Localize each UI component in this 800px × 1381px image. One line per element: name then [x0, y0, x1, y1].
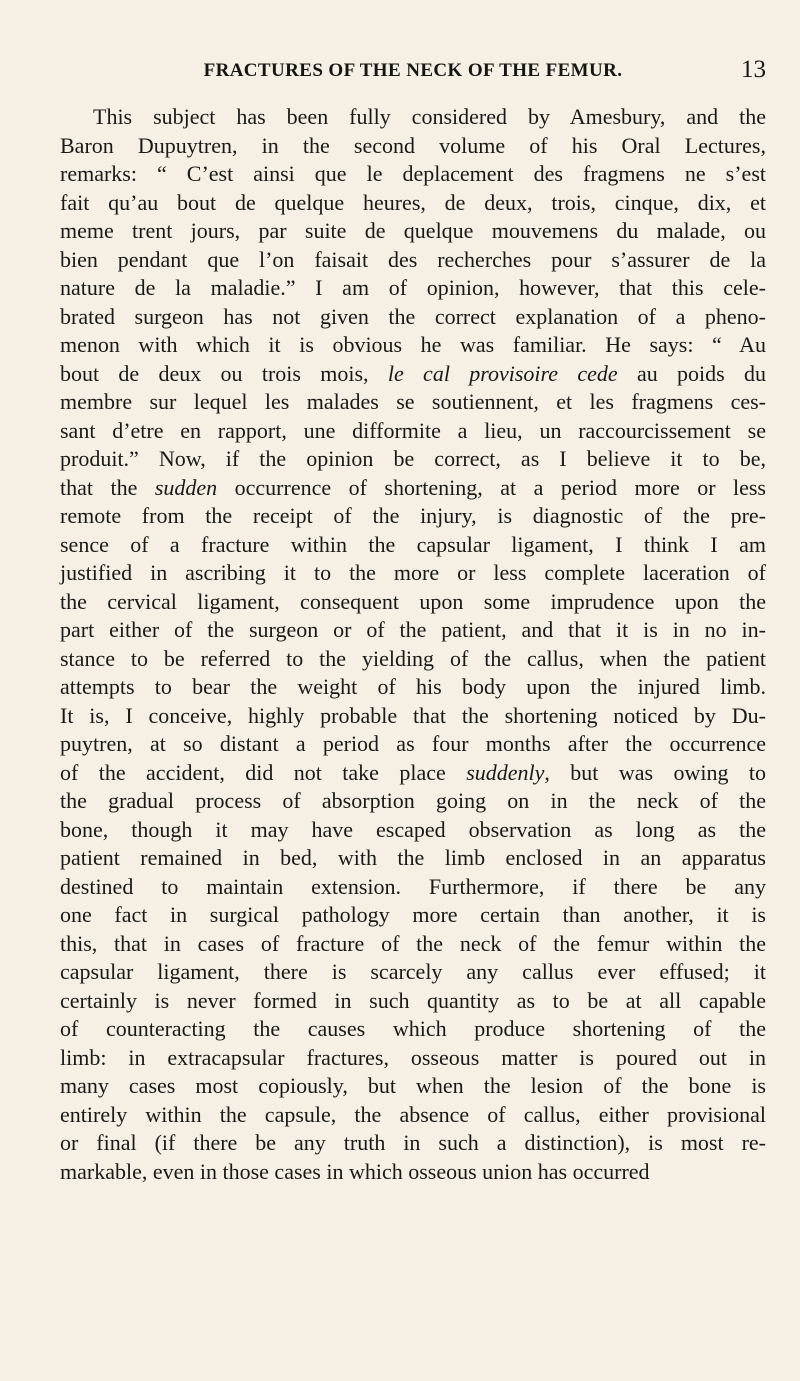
text-line: bien pendant que l’on faisait des recherches pour s’assurer de la: [60, 246, 766, 272]
text-line: many cases most copiously, but when the lesion of the bone is: [60, 1073, 766, 1098]
text-line: It is, I conceive, highly probable that the shortening noticed by Du-: [60, 702, 766, 728]
page-header: [60, 56, 766, 90]
body-paragraph: [60, 103, 766, 1186]
text-line: the cervical ligament, consequent upon some imprudence upon the: [60, 588, 766, 614]
text-line: membre sur lequel les malades se soutiennent, et les fragmens ces-: [60, 389, 766, 414]
text-line: entirely within the capsule, the absence of callus, either provisional: [60, 1101, 766, 1127]
text-line: This subject has been fully considered by Amesbury, and the: [93, 104, 766, 129]
text-line: sence of a fracture within the capsular ligament, I think I am: [60, 531, 766, 557]
text-line: remote from the receipt of the injury, is diagnostic of the pre-: [60, 503, 766, 528]
text-line: justified in ascribing it to the more or less complete laceration of: [60, 560, 766, 585]
text-line: part either of the surgeon or of the patient, and that it is in no in-: [60, 617, 766, 642]
text-line: bone, though it may have escaped observation as long as the: [60, 816, 766, 842]
text-line: puytren, at so distant a period as four months after the occurrence: [60, 731, 766, 756]
text-line: capsular ligament, there is scarcely any callus ever effused; it: [60, 959, 766, 984]
running-title: FRACTURES OF THE NECK OF THE FEMUR.: [203, 60, 623, 81]
text-line: menon with which it is obvious he was familiar. He says: “ Au: [60, 332, 766, 357]
text-line: nature de la maladie.” I am of opinion, however, that this cele-: [60, 275, 766, 300]
text-line: stance to be referred to the yielding of the callus, when the patient: [60, 645, 766, 671]
page-number: 13: [741, 56, 766, 83]
text-line: that the sudden occurrence of shortening, at a period more or less: [60, 474, 766, 500]
text-line: remarks: “ C’est ainsi que le deplacement des fragmens ne s’est: [60, 161, 766, 186]
text-line: markable, even in those cases in which osseous union has occurred: [60, 1158, 650, 1184]
text-line: Baron Dupuytren, in the second volume of his Oral Lectures,: [60, 132, 766, 158]
text-line: bout de deux ou trois mois, le cal provisoire cede au poids du: [60, 360, 766, 386]
text-line: patient remained in bed, with the limb enclosed in an apparatus: [60, 845, 766, 870]
text-line: or final (if there be any truth in such a distinction), is most re-: [60, 1130, 766, 1155]
text-line: fait qu’au bout de quelque heures, de deux, trois, cinque, dix, et: [60, 189, 766, 215]
text-line: this, that in cases of fracture of the neck of the femur within the: [60, 930, 766, 956]
text-line: limb: in extracapsular fractures, osseous matter is poured out in: [60, 1044, 766, 1070]
text-line: sant d’etre en rapport, une difformite a lieu, un raccourcissement se: [60, 417, 766, 443]
text-line: of counteracting the causes which produce shortening of the: [60, 1016, 766, 1041]
text-line: destined to maintain extension. Furthermore, if there be any: [60, 873, 766, 899]
text-line: brated surgeon has not given the correct explanation of a pheno-: [60, 303, 766, 329]
text-line: of the accident, did not take place suddenly, but was owing to: [60, 759, 766, 785]
text-line: the gradual process of absorption going on in the neck of the: [60, 788, 766, 813]
text-line: produit.” Now, if the opinion be correct, as I believe it to be,: [60, 446, 766, 471]
text-line: one fact in surgical pathology more certain than another, it is: [60, 902, 766, 927]
text-line: attempts to bear the weight of his body upon the injured limb.: [60, 674, 766, 699]
text-line: certainly is never formed in such quantity as to be at all capable: [60, 987, 766, 1013]
text-line: meme trent jours, par suite de quelque mouvemens du malade, ou: [60, 218, 766, 243]
